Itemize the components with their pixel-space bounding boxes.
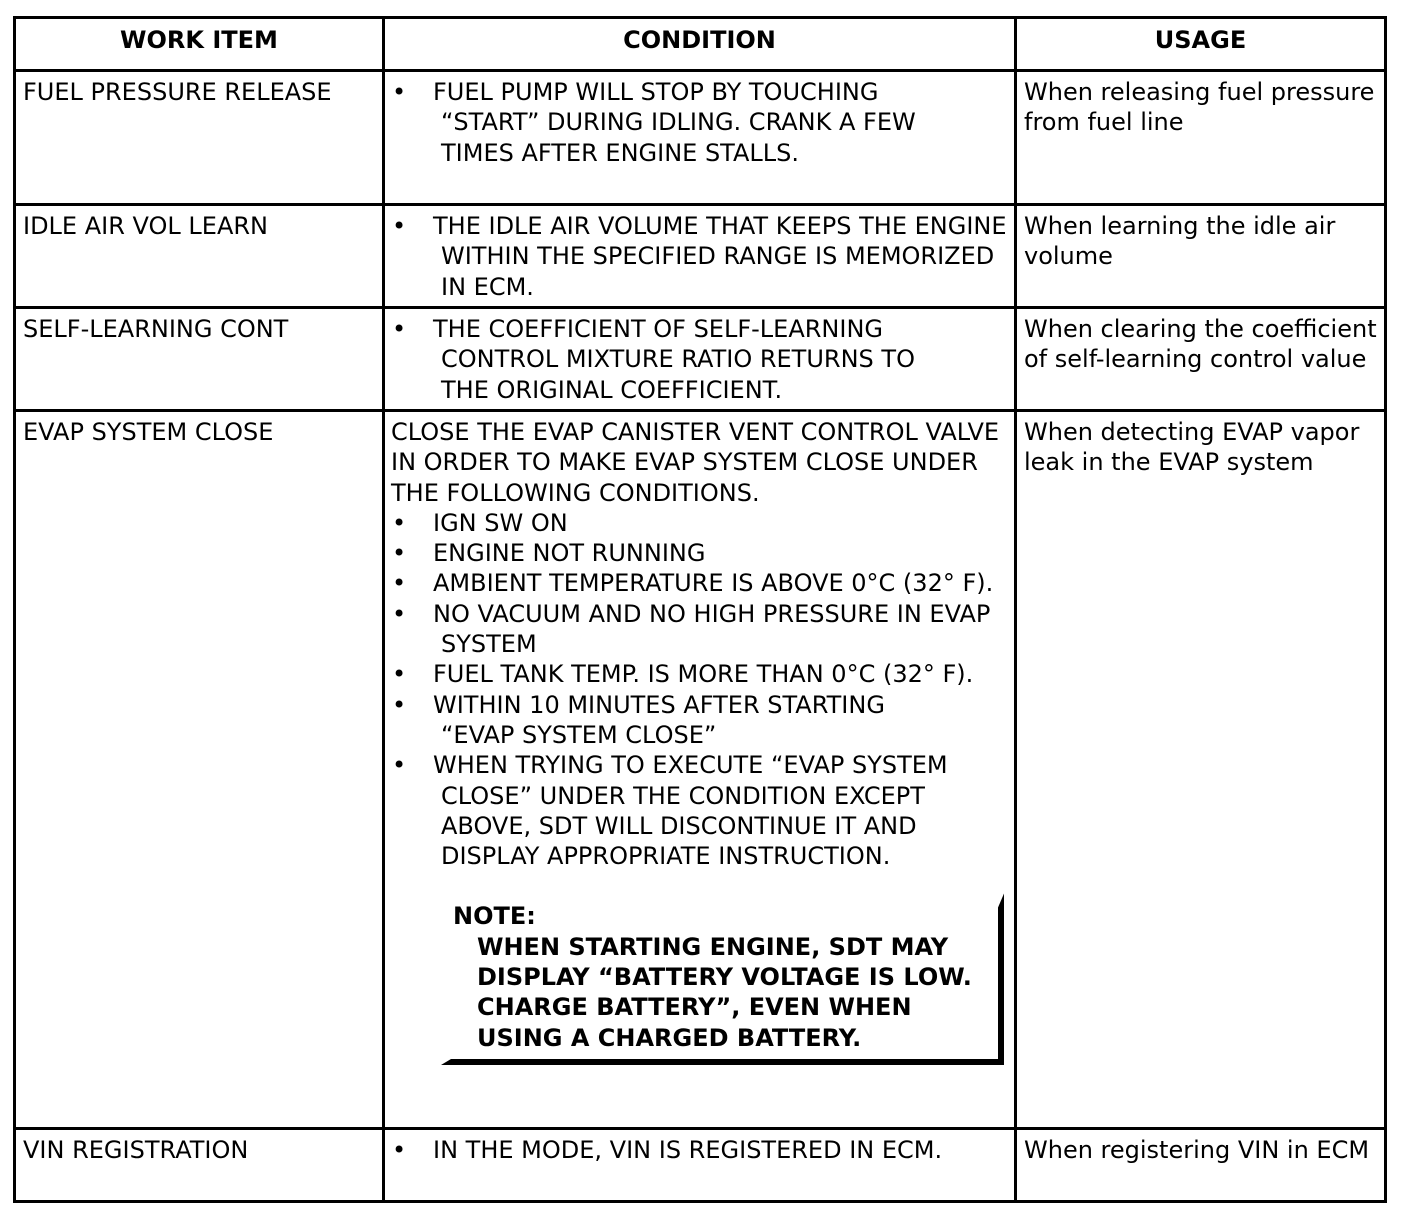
- condition-item: • NO VACUUM AND NO HIGH PRESSURE IN EVAP SYSTEM: [392, 599, 991, 659]
- condition-item: • ENGINE NOT RUNNING: [392, 539, 706, 568]
- work-item-cell: FUEL PRESSURE RELEASE: [15, 71, 384, 205]
- header-work-item: WORK ITEM: [15, 18, 384, 71]
- condition-cell: [384, 308, 1016, 411]
- bullet-icon: •: [392, 690, 407, 719]
- work-item-cell: VIN REGISTRATION: [15, 1129, 384, 1202]
- condition-list: [391, 1135, 1010, 1165]
- table-row: [15, 411, 1386, 1129]
- table-row: [15, 308, 1386, 411]
- condition-item: • THE COEFFICIENT OF SELF-LEARNING CONTROL MIXTURE RATIO RETURNS TO THE ORIGINAL COEFFICIENT.: [392, 315, 915, 404]
- bullet-icon: •: [392, 1136, 407, 1164]
- condition-list: [391, 508, 1010, 872]
- condition-list: [391, 77, 1010, 168]
- condition-list: [391, 314, 1010, 405]
- table-row: [15, 205, 1386, 308]
- bullet-icon: •: [392, 660, 407, 689]
- note-box: [441, 893, 1004, 1064]
- usage-cell: When detecting EVAP vapor leak in the EVAP system: [1016, 411, 1386, 1129]
- bullet-icon: •: [392, 315, 407, 343]
- table-row: [15, 1129, 1386, 1202]
- bullet-icon: •: [392, 539, 407, 568]
- bullet-icon: •: [392, 599, 407, 628]
- condition-item: • IGN SW ON: [392, 508, 568, 537]
- bullet-icon: •: [392, 78, 407, 106]
- work-item-cell: IDLE AIR VOL LEARN: [15, 205, 384, 308]
- condition-item: • FUEL PUMP WILL STOP BY TOUCHING “START” DURING IDLING. CRANK A FEW TIMES AFTER ENGINE STALLS.: [392, 78, 916, 167]
- condition-item: • WITHIN 10 MINUTES AFTER STARTING “EVAP SYSTEM CLOSE”: [392, 690, 885, 749]
- header-usage: USAGE: [1016, 18, 1386, 71]
- condition-item: • WHEN TRYING TO EXECUTE “EVAP SYSTEM CLOSE” UNDER THE CONDITION EXCEPT ABOVE, SDT WILL DISCONTINUE IT AND DISPLAY APPROPRIATE INSTRUCTION.: [392, 751, 948, 871]
- work-item-table: [13, 16, 1387, 1203]
- work-item-cell: EVAP SYSTEM CLOSE: [15, 411, 384, 1129]
- condition-list: [391, 211, 1010, 302]
- condition-item: • AMBIENT TEMPERATURE IS ABOVE 0°C (32° F).: [392, 569, 994, 598]
- bullet-icon: •: [392, 212, 407, 240]
- condition-cell: [384, 411, 1016, 1129]
- work-item-cell: SELF-LEARNING CONT: [15, 308, 384, 411]
- condition-intro: CLOSE THE EVAP CANISTER VENT CONTROL VALVE IN ORDER TO MAKE EVAP SYSTEM CLOSE UNDER THE FOLLOWING CONDITIONS.: [391, 418, 1000, 507]
- usage-cell: When learning the idle air volume: [1016, 205, 1386, 308]
- condition-cell: [384, 71, 1016, 205]
- condition-item: • FUEL TANK TEMP. IS MORE THAN 0°C (32° F).: [392, 660, 974, 689]
- usage-cell: When registering VIN in ECM: [1016, 1129, 1386, 1202]
- usage-cell: When clearing the coefficient of self-learning control value: [1016, 308, 1386, 411]
- condition-item: • IN THE MODE, VIN IS REGISTERED IN ECM.: [392, 1136, 943, 1164]
- bullet-icon: •: [392, 508, 407, 537]
- condition-cell: [384, 1129, 1016, 1202]
- header-row: [15, 18, 1386, 71]
- header-condition: CONDITION: [384, 18, 1016, 71]
- bullet-icon: •: [392, 751, 407, 780]
- condition-item: • THE IDLE AIR VOLUME THAT KEEPS THE ENGINE WITHIN THE SPECIFIED RANGE IS MEMORIZED IN ECM.: [392, 212, 1007, 301]
- usage-cell: When releasing fuel pressure from fuel line: [1016, 71, 1386, 205]
- condition-cell: [384, 205, 1016, 308]
- table-row: [15, 71, 1386, 205]
- note-title: NOTE:: [453, 902, 536, 931]
- bullet-icon: •: [392, 569, 407, 598]
- note-text: WHEN STARTING ENGINE, SDT MAY DISPLAY “BATTERY VOLTAGE IS LOW. CHARGE BATTERY”, EVEN WHEN USING A CHARGED BATTERY.: [477, 932, 972, 1052]
